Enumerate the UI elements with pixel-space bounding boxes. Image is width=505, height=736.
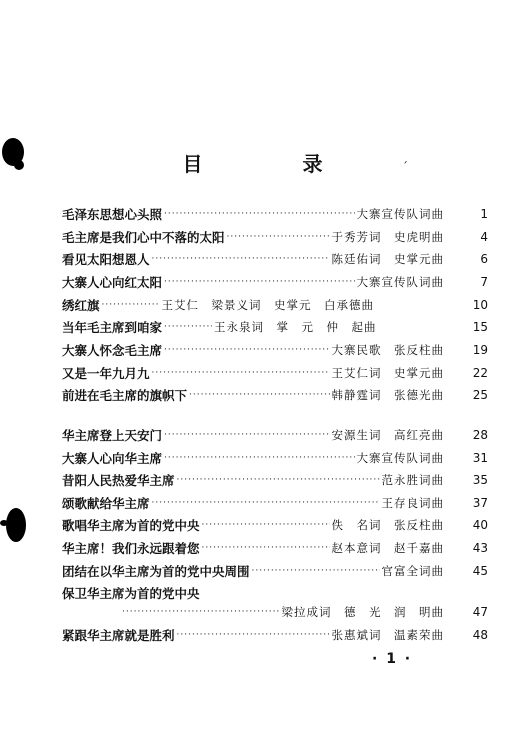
entry-title: 当年毛主席到咱家	[62, 320, 163, 335]
entry-authors: 王永泉词 掌 元 仲 起曲	[214, 320, 377, 334]
toc-entry[interactable]	[62, 295, 488, 315]
toc-entry[interactable]	[62, 493, 488, 513]
leader-dots	[102, 300, 160, 310]
leader-dots	[164, 430, 329, 440]
entry-title: 歌唱华主席为首的党中央	[62, 518, 200, 533]
entry-title: 前进在毛主席的旗帜下	[62, 388, 188, 403]
entry-page: 35	[472, 473, 488, 487]
entry-authors: 安源生词 高红亮曲	[331, 428, 444, 442]
toc-entry[interactable]	[62, 515, 488, 535]
entry-authors: 大寨宣传队词曲	[356, 451, 444, 465]
entry-page: 37	[472, 496, 488, 510]
toc-entry[interactable]	[62, 249, 488, 269]
entry-authors: 王艾仁词 史掌元曲	[331, 366, 444, 380]
entry-title: 毛主席是我们心中不落的太阳	[62, 230, 225, 245]
toc-entry[interactable]	[62, 625, 488, 645]
leader-dots	[152, 368, 330, 378]
leader-dots	[152, 254, 330, 264]
entry-page: 43	[472, 541, 488, 555]
leader-dots	[164, 322, 212, 332]
entry-title: 大寨人心向华主席	[62, 451, 163, 466]
toc-entry[interactable]	[62, 561, 488, 581]
entry-page: 47	[472, 605, 488, 619]
table-of-contents	[62, 0, 488, 736]
entry-authors: 韩静霆词 张德光曲	[331, 388, 444, 402]
toc-entry[interactable]	[62, 470, 488, 490]
entry-page: 7	[480, 275, 488, 289]
entry-authors: 王艾仁 梁景义词 史掌元 白承德曲	[161, 298, 375, 312]
leader-dots	[177, 630, 330, 640]
entry-page: 22	[472, 366, 488, 380]
entry-title: 大寨人怀念毛主席	[62, 343, 163, 358]
entry-authors: 于秀芳词 史虎明曲	[331, 230, 444, 244]
leader-dots	[177, 475, 380, 485]
toc-entry[interactable]	[62, 448, 488, 468]
entry-authors: 官富全词曲	[381, 564, 444, 578]
entry-page: 40	[472, 518, 488, 532]
toc-entry[interactable]	[62, 363, 488, 383]
entry-page: 31	[472, 451, 488, 465]
page-title: 目 录	[182, 152, 363, 176]
entry-title: 看见太阳想恩人	[62, 252, 150, 267]
leader-dots	[122, 607, 280, 617]
toc-entry[interactable]	[62, 317, 488, 337]
entry-page: 10	[472, 298, 488, 312]
leader-dots	[227, 232, 330, 242]
entry-page: 48	[472, 628, 488, 642]
entry-authors: 范永胜词曲	[381, 473, 444, 487]
ink-blot-middle	[6, 508, 26, 542]
entry-title: 紧跟华主席就是胜利	[62, 628, 175, 643]
entry-page: 25	[472, 388, 488, 402]
entry-page: 45	[472, 564, 488, 578]
leader-dots	[189, 390, 329, 400]
entry-title: 颂歌献给华主席	[62, 496, 150, 511]
toc-entry[interactable]	[62, 583, 444, 603]
leader-dots	[164, 345, 329, 355]
leader-dots	[202, 543, 330, 553]
leader-dots	[164, 277, 354, 287]
toc-entry[interactable]	[62, 385, 488, 405]
entry-title: 团结在以华主席为首的党中央周围	[62, 564, 250, 579]
leader-dots	[202, 520, 330, 530]
entry-title: 华主席登上天安门	[62, 428, 163, 443]
tick-mark: ˊ	[402, 160, 408, 174]
entry-page: 1	[480, 207, 488, 221]
entry-authors: 大寨宣传队词曲	[356, 207, 444, 221]
ink-blot-middle-2	[0, 520, 8, 526]
toc-entry[interactable]	[62, 425, 488, 445]
entry-authors: 赵本意词 赵千嘉曲	[331, 541, 444, 555]
toc-entry[interactable]	[62, 204, 488, 224]
leader-dots	[164, 209, 354, 219]
leader-dots	[164, 453, 354, 463]
entry-authors: 佚 名词 张反柱曲	[331, 518, 444, 532]
entry-title: 大寨人心向红太阳	[62, 275, 163, 290]
entry-page: 28	[472, 428, 488, 442]
entry-authors: 大寨民歌 张反柱曲	[331, 343, 444, 357]
page-number: · 1 ·	[372, 651, 413, 667]
entry-authors: 梁拉成词 德 光 润 明曲	[281, 605, 444, 619]
entry-title: 华主席！我们永远跟着您	[62, 541, 200, 556]
leader-dots	[252, 566, 380, 576]
entry-page: 6	[480, 252, 488, 266]
entry-page: 19	[472, 343, 488, 357]
entry-authors: 陈廷佑词 史掌元曲	[331, 252, 444, 266]
entry-page: 15	[472, 320, 488, 334]
toc-entry[interactable]	[62, 272, 488, 292]
toc-entry-continuation[interactable]	[62, 602, 488, 622]
toc-entry[interactable]	[62, 538, 488, 558]
entry-title: 昔阳人民热爱华主席	[62, 473, 175, 488]
entry-authors: 张惠斌词 温素荣曲	[331, 628, 444, 642]
entry-title: 保卫华主席为首的党中央	[62, 586, 200, 601]
toc-entry[interactable]	[62, 227, 488, 247]
entry-authors: 王存良词曲	[381, 496, 444, 510]
entry-title: 绣红旗	[62, 298, 100, 313]
entry-title: 毛泽东思想心头照	[62, 207, 163, 222]
entry-authors: 大寨宣传队词曲	[356, 275, 444, 289]
leader-dots	[152, 498, 380, 508]
toc-entry[interactable]	[62, 340, 488, 360]
entry-page: 4	[480, 230, 488, 244]
entry-title: 又是一年九月九	[62, 366, 150, 381]
